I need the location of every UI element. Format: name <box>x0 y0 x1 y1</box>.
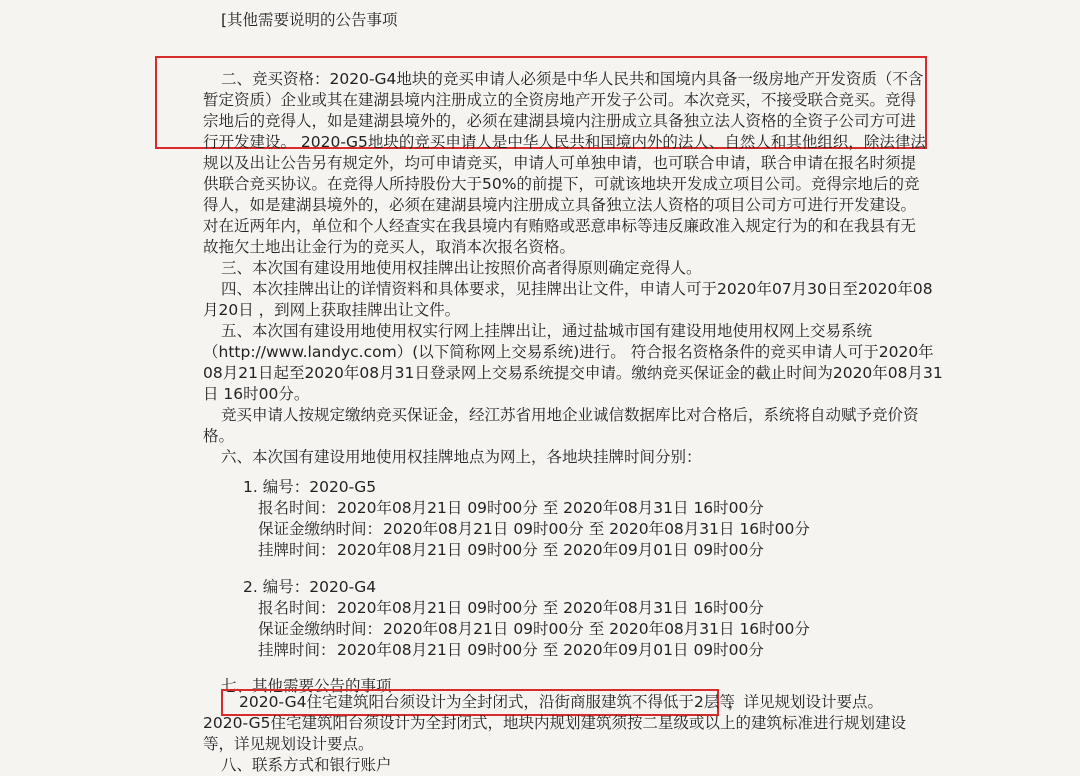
parcel-row-value: 2020年08月21日 09时00分 至 2020年09月01日 09时00分 <box>337 641 764 659</box>
section2-line: 得人，如是建湖县境外的，必须在建湖县境内注册成立具备独立法人资格的项目公司方可进行开发建设。 <box>203 196 917 214</box>
section2-line: 对在近两年内，单位和个人经查实在我县境内有贿赂或恶意串标等违反廉政准入规定行为的和在我县有无 <box>203 217 917 235</box>
parcel-row-label: 报名时间： <box>258 599 336 617</box>
section4-line: 月20日 ，到网上获取挂牌出让文件。 <box>203 301 461 319</box>
parcel-row-value: 2020年08月21日 09时00分 至 2020年08月31日 16时00分 <box>337 599 764 617</box>
section5-line: 五、本次国有建设用地使用权实行网上挂牌出让，通过盐城市国有建设用地使用权网上交易系统 <box>221 322 873 340</box>
section5b-line: 格。 <box>203 427 235 445</box>
section6-line: 六、本次国有建设用地使用权挂牌地点为网上，各地块挂牌时间分别： <box>221 448 702 466</box>
section3-line: 三、本次国有建设用地使用权挂牌出让按照价高者得原则确定竞得人。 <box>221 259 702 277</box>
section2-line: 规以及出让公告另有规定外，均可申请竞买，申请人可单独申请，也可联合申请，联合申请在报名时须提 <box>203 154 917 172</box>
section7-highlight-text: 2020-G4住宅建筑阳台须设计为全封闭式，沿街商服建筑不得低于2层等 <box>239 693 735 711</box>
parcel-row-label: 挂牌时间： <box>258 541 336 559</box>
section2-line: 暂定资质）企业或其在建湖县境内注册成立的全资房地产开发子公司。本次竞买，不接受联合竞买。竞得 <box>203 91 917 109</box>
section2-line: 行开发建设。 2020-G5地块的竞买申请人是中华人民共和国境内外的法人、自然人和其他组织，除法律法 <box>203 133 926 151</box>
parcel-row-label: 保证金缴纳时间： <box>258 520 383 538</box>
section7-rest-text: ，详见规划设计要点。 <box>728 693 884 711</box>
parcel-title: 1. 编号：2020-G5 <box>243 478 377 496</box>
section4-line: 四、本次挂牌出让的详情资料和具体要求，见挂牌出让文件，申请人可于2020年07月30日至2020年08 <box>221 280 933 298</box>
parcel-row-value: 2020年08月21日 09时00分 至 2020年09月01日 09时00分 <box>337 541 764 559</box>
parcel-row-label: 挂牌时间： <box>258 641 336 659</box>
section8-heading: 八、联系方式和银行账户 <box>221 756 392 774</box>
section5-line: （http://www.landyc.com）(以下简称网上交易系统)进行。 符合报名资格条件的竞买申请人可于2020年 <box>203 343 934 361</box>
section7-g5-line: 2020-G5住宅建筑阳台须设计为全封闭式，地块内规划建筑须按二星级或以上的建筑标准进行规划建设 <box>203 714 906 732</box>
section5-line: 日 16时00分。 <box>203 385 310 403</box>
parcel-row-label: 保证金缴纳时间： <box>258 620 383 638</box>
parcel-row-label: 报名时间： <box>258 499 336 517</box>
section2-line: 供联合竞买协议。在竞得人所持股份大于50%的前提下，可就该地块开发成立项目公司。竞得宗地后的竞 <box>203 175 920 193</box>
parcel-title: 2. 编号：2020-G4 <box>243 578 377 596</box>
section2-line: 二、竞买资格：2020-G4地块的竞买申请人必须是中华人民共和国境内具备一级房地产开发资质（不含 <box>221 70 924 88</box>
parcel-row-value: 2020年08月21日 09时00分 至 2020年08月31日 16时00分 <box>383 620 810 638</box>
parcel-row-value: 2020年08月21日 09时00分 至 2020年08月31日 16时00分 <box>383 520 810 538</box>
section7-g5-line: 等，详见规划设计要点。 <box>203 735 374 753</box>
section2-line: 故拖欠土地出让金行为的竞买人，取消本次报名资格。 <box>203 238 576 256</box>
section7-heading: 七、其他需要公告的事项 <box>221 677 392 695</box>
section5-line: 08月21日起至2020年08月31日登录网上交易系统提交申请。缴纳竞买保证金的截止时间为2020年08月31 <box>203 364 943 382</box>
section5b-line: 竞买申请人按规定缴纳竞买保证金，经江苏省用地企业诚信数据库比对合格后，系统将自动赋予竞价资 <box>221 406 919 424</box>
parcel-row-value: 2020年08月21日 09时00分 至 2020年08月31日 16时00分 <box>337 499 764 517</box>
section-heading: [其他需要说明的公告事项 <box>221 11 398 29</box>
section2-line: 宗地后的竞得人，如是建湖县境外的，必须在建湖县境内注册成立具备独立法人资格的全资子公司方可进 <box>203 112 917 130</box>
